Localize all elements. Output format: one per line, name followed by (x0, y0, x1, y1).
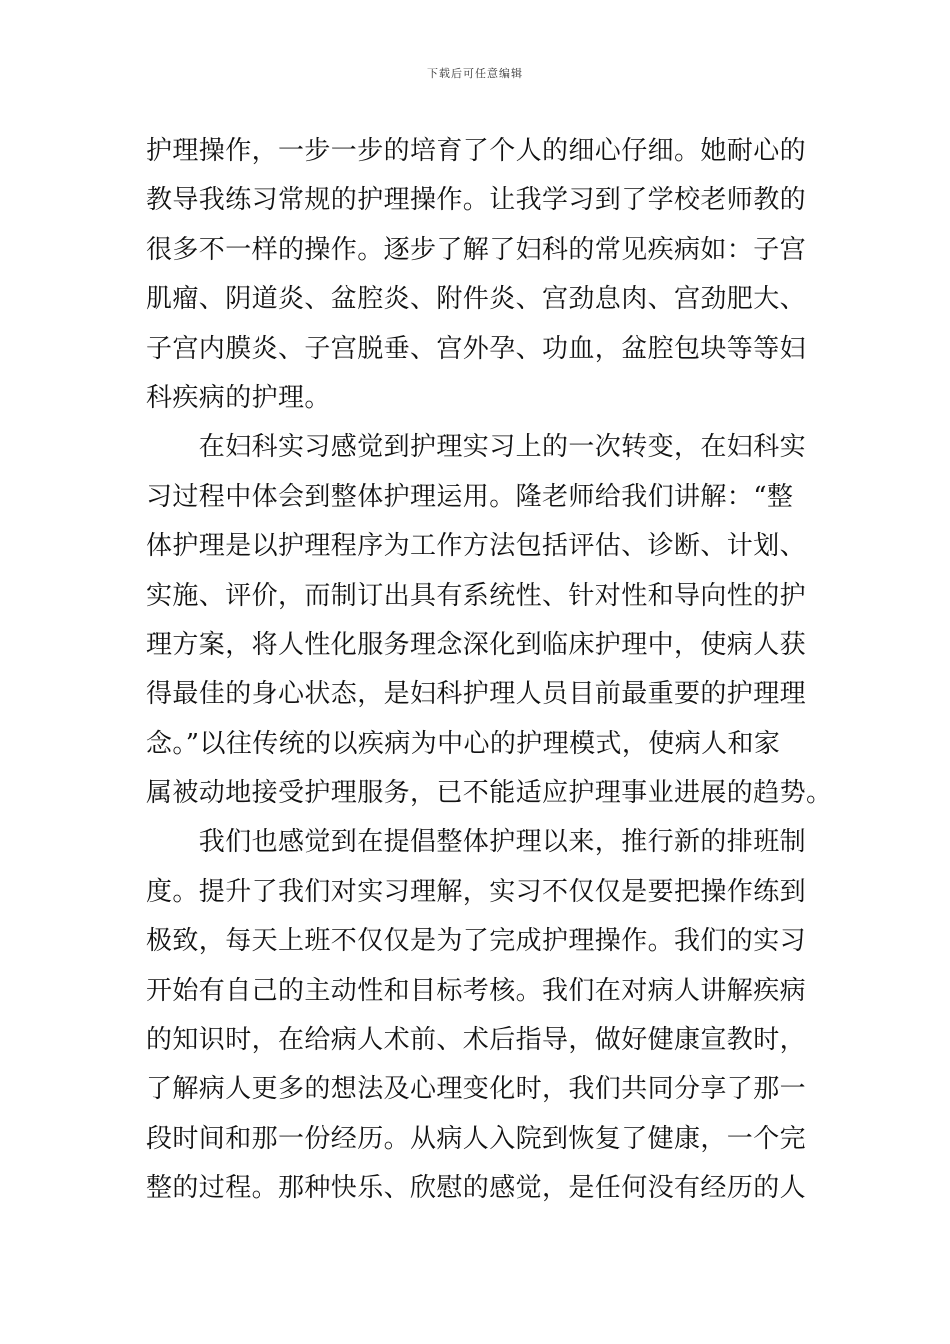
paragraph-line: 极致，每天上班不仅仅是为了完成护理操作。我们的实习 (146, 926, 807, 957)
paragraph-line: 理方案，将人性化服务理念深化到临床护理中，使病人获 (146, 629, 807, 660)
paragraph-line: 护理操作，一步一步的培育了个人的细心仔细。她耐心的 (146, 136, 807, 166)
paragraph-line: 念。”以往传统的以疾病为中心的护理模式，使病人和家 (146, 728, 781, 759)
paragraph-line: 体护理是以护理程序为工作方法包括评估、诊断、计划、 (146, 531, 807, 562)
paragraph-line: 了解病人更多的想法及心理变化时，我们共同分享了那一 (146, 1074, 807, 1105)
paragraph-line: 开始有自己的主动性和目标考核。我们在对病人讲解疾病 (146, 975, 807, 1006)
paragraph-line: 习过程中体会到整体护理运用。隆老师给我们讲解：“整 (146, 481, 794, 512)
document-body (146, 127, 833, 1214)
paragraph-3 (146, 818, 810, 1213)
paragraph-line: 我们也感觉到在提倡整体护理以来，推行新的排班制 (146, 827, 807, 858)
paragraph-1 (146, 127, 810, 423)
paragraph-line: 属被动地接受护理服务，已不能适应护理事业进展的趋势。 (146, 778, 833, 809)
paragraph-line: 肌瘤、阴道炎、盆腔炎、附件炎、宫劲息肉、宫劲肥大、 (146, 284, 807, 315)
paragraph-line: 在妇科实习感觉到护理实习上的一次转变，在妇科实 (146, 432, 807, 463)
paragraph-line: 教导我练习常规的护理操作。让我学习到了学校老师教的 (146, 185, 807, 216)
paragraph-line: 整的过程。那种快乐、欣慰的感觉，是任何没有经历的人 (146, 1173, 807, 1204)
header-note: 下载后可任意编辑 (427, 67, 523, 80)
paragraph-line: 科疾病的护理。 (146, 382, 331, 413)
paragraph-line: 得最佳的身心状态，是妇科护理人员目前最重要的护理理 (146, 679, 807, 710)
paragraph-line: 的知识时，在给病人术前、术后指导，做好健康宣教时， (146, 1025, 807, 1056)
paragraph-line: 很多不一样的操作。逐步了解了妇科的常见疾病如：子宫 (146, 234, 807, 265)
paragraph-line: 实施、评价，而制订出具有系统性、针对性和导向性的护 (146, 580, 807, 611)
paragraph-line: 子宫内膜炎、子宫脱垂、宫外孕、功血，盆腔包块等等妇 (146, 333, 807, 364)
paragraph-2 (146, 423, 833, 818)
paragraph-line: 段时间和那一份经历。从病人入院到恢复了健康，一个完 (146, 1123, 807, 1154)
paragraph-line: 度。提升了我们对实习理解，实习不仅仅是要把操作练到 (146, 876, 807, 907)
